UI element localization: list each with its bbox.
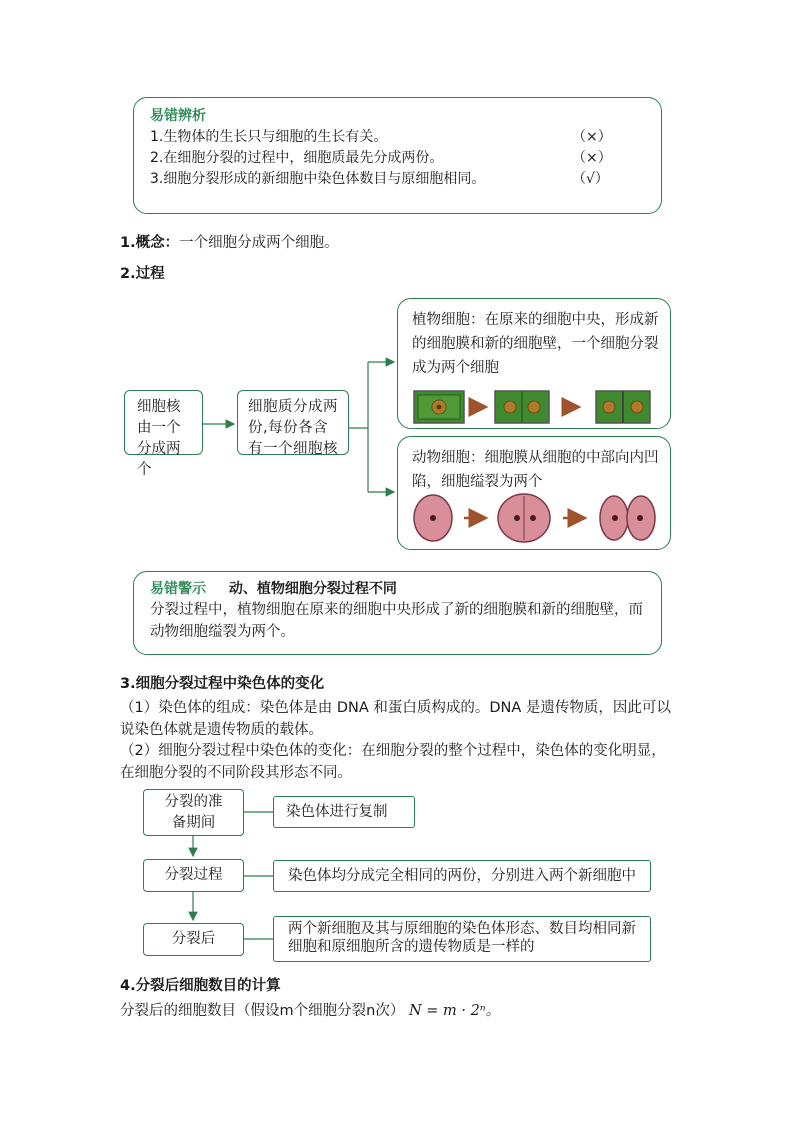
step-nucleus-text: 细胞核由一个分成两个 [137, 399, 181, 478]
stage-division-desc: 染色体均分成完全相同的两份，分别进入两个新细胞中 [288, 868, 636, 884]
error-item-1-mark: （×） [572, 129, 612, 145]
step-cytoplasm-text: 细胞质分成两份,每份各含有一个细胞核 [248, 399, 338, 457]
warning-title: 易错警示 [150, 581, 206, 597]
stage-division-label: 分裂过程 [164, 867, 223, 883]
stage-prep-desc: 染色体进行复制 [286, 804, 388, 820]
chromosome-paragraph-1: （1）染色体的组成：染色体是由 DNA 和蛋白质构成的。DNA 是遗传物质，因此可以说染色体就是遗传物质的载体。 [120, 700, 671, 738]
error-item-2: 2.在细胞分裂的过程中，细胞质最先分成两份。 [150, 150, 444, 166]
warning-text: 分裂过程中，植物细胞在原来的细胞中央形成了新的细胞膜和新的细胞壁，而动物细胞缢裂为两个。 [150, 602, 643, 640]
stage-division-box [143, 859, 244, 892]
stage-prep-label: 分裂的准备期间 [164, 793, 223, 831]
concept-label: 1.概念： [120, 235, 180, 251]
error-item-3-mark: （√） [572, 171, 609, 187]
stage-prep-box [143, 789, 244, 836]
stage-prep-desc-box [273, 796, 415, 828]
chromosome-paragraph-2: （2）细胞分裂过程中染色体的变化：在细胞分裂的整个过程中，染色体的变化明显，在细胞分裂的不同阶段其形态不同。 [120, 743, 666, 781]
stage-after-label: 分裂后 [171, 931, 216, 947]
calc-heading: 4.分裂后细胞数目的计算 [120, 978, 281, 994]
calc-formula: N = m · 2ⁿ。 [408, 1003, 501, 1019]
calc-text: 分裂后的细胞数目（假设m个细胞分裂n次） [120, 1003, 405, 1019]
plant-cell-text: 植物细胞：在原来的细胞中央，形成新的细胞膜和新的细胞壁，一个细胞分裂成为两个细胞 [412, 312, 659, 376]
error-item-3: 3.细胞分裂形成的新细胞中染色体数目与原细胞相同。 [150, 171, 486, 187]
error-analysis-title: 易错辨析 [150, 108, 206, 124]
stage-division-desc-box [273, 860, 651, 892]
stage-after-box [143, 923, 244, 956]
chromosome-heading: 3.细胞分裂过程中染色体的变化 [120, 676, 325, 692]
stage-after-desc-box [273, 916, 651, 962]
error-item-1: 1.生物体的生长只与细胞的生长有关。 [150, 129, 388, 145]
calc-line [120, 1000, 500, 1022]
process-heading: 2.过程 [120, 266, 165, 282]
error-item-2-mark: （×） [572, 150, 612, 166]
stage-after-desc: 两个新细胞及其与原细胞的染色体形态、数目均相同新细胞和原细胞所含的遗传物质是一样的 [288, 921, 636, 955]
animal-cell-text: 动物细胞：细胞膜从细胞的中部向内凹陷，细胞缢裂为两个 [412, 450, 659, 490]
warning-subtitle: 动、植物细胞分裂过程不同 [228, 581, 397, 597]
concept-text: 一个细胞分成两个细胞。 [179, 235, 339, 251]
